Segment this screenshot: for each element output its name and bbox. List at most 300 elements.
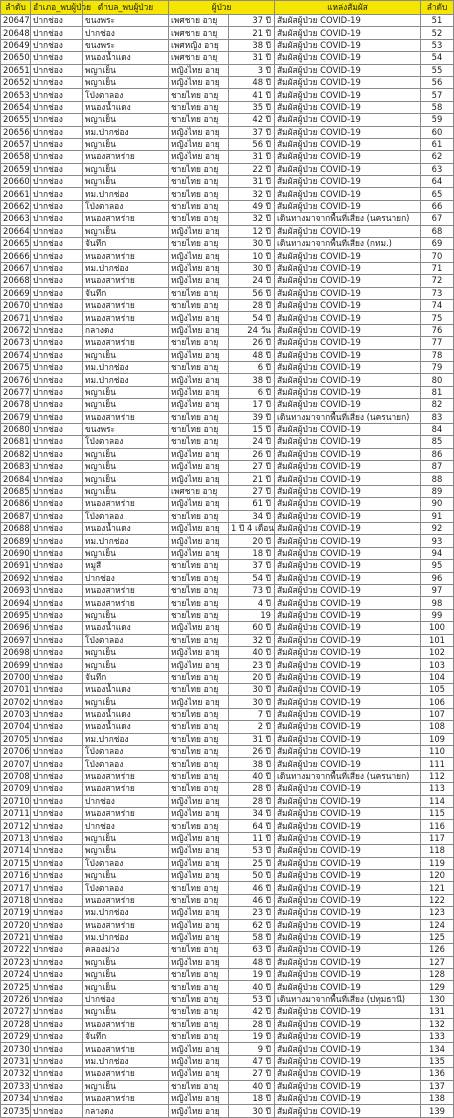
cell-subdistrict: พญาเย็น — [83, 64, 169, 76]
cell-order: 84 — [421, 423, 454, 435]
cell-order: 72 — [421, 275, 454, 287]
cell-source: สัมผัสผู้ป่วย COVID-19 — [275, 820, 421, 832]
table-row — [1, 659, 454, 671]
cell-subdistrict: ขนงพระ — [83, 39, 169, 51]
table-row — [1, 733, 454, 745]
cell-id: 20730 — [1, 1043, 31, 1055]
cell-district: ปากช่อง — [31, 646, 83, 658]
cell-order: 77 — [421, 337, 454, 349]
table-row — [1, 708, 454, 720]
cell-id: 20715 — [1, 857, 31, 869]
cell-age: 12 ปี — [229, 225, 275, 237]
cell-age: 64 ปี — [229, 820, 275, 832]
cell-id: 20710 — [1, 795, 31, 807]
cell-district: ปากช่อง — [31, 411, 83, 423]
cell-subdistrict: พญาเย็น — [83, 981, 169, 993]
cell-age: 23 ปี — [229, 907, 275, 919]
cell-age: 48 ปี — [229, 956, 275, 968]
header-row — [1, 1, 454, 15]
table-row — [1, 1043, 454, 1055]
cell-subdistrict: หนองสาหร่าย — [83, 1092, 169, 1104]
cell-source: เดินทางมาจากพื้นที่เสี่ยง (นครนายก) — [275, 770, 421, 782]
cell-order: 90 — [421, 498, 454, 510]
cell-order: 83 — [421, 411, 454, 423]
cell-subdistrict: ทม.ปากช่อง — [83, 374, 169, 386]
cell-age: 40 ปี — [229, 770, 275, 782]
header-order: ลำดับ — [421, 1, 454, 15]
cell-id: 20669 — [1, 287, 31, 299]
table-row — [1, 213, 454, 225]
cell-district: ปากช่อง — [31, 114, 83, 126]
cell-age: 27 ปี — [229, 485, 275, 497]
cell-subdistrict: หนองน้ำแดง — [83, 52, 169, 64]
cell-age: 28 ปี — [229, 783, 275, 795]
cell-age: 10 ปี — [229, 250, 275, 262]
cell-source: สัมผัสผู้ป่วย COVID-19 — [275, 981, 421, 993]
cell-source: สัมผัสผู้ป่วย COVID-19 — [275, 89, 421, 101]
cell-order: 69 — [421, 238, 454, 250]
cell-subdistrict: พญาเย็น — [83, 76, 169, 88]
cell-subdistrict: จันทึก — [83, 671, 169, 683]
table-row — [1, 758, 454, 770]
cell-id: 20696 — [1, 622, 31, 634]
table-row — [1, 869, 454, 881]
cell-id: 20718 — [1, 894, 31, 906]
cell-age: 27 ปี — [229, 461, 275, 473]
cell-order: 57 — [421, 89, 454, 101]
cell-order: 53 — [421, 39, 454, 51]
cell-source: สัมผัสผู้ป่วย COVID-19 — [275, 39, 421, 51]
cell-age: 40 ปี — [229, 1080, 275, 1092]
cell-age: 6 ปี — [229, 361, 275, 373]
table-row — [1, 572, 454, 584]
cell-subdistrict: พญาเย็น — [83, 1080, 169, 1092]
cell-id: 20712 — [1, 820, 31, 832]
table-row — [1, 1055, 454, 1067]
cell-district: ปากช่อง — [31, 894, 83, 906]
cell-age: 53 ปี — [229, 993, 275, 1005]
cell-district: ปากช่อง — [31, 349, 83, 361]
cell-source: สัมผัสผู้ป่วย COVID-19 — [275, 361, 421, 373]
cell-source: สัมผัสผู้ป่วย COVID-19 — [275, 572, 421, 584]
cell-age: 37 ปี — [229, 15, 275, 27]
cell-district: ปากช่อง — [31, 770, 83, 782]
cell-district: ปากช่อง — [31, 931, 83, 943]
cell-sex: หญิงไทย อายุ — [169, 151, 229, 163]
cell-id: 20700 — [1, 671, 31, 683]
cell-district: ปากช่อง — [31, 820, 83, 832]
table-row — [1, 52, 454, 64]
cell-district: ปากช่อง — [31, 708, 83, 720]
cell-district: ปากช่อง — [31, 1055, 83, 1067]
cell-age: 26 ปี — [229, 746, 275, 758]
cell-source: สัมผัสผู้ป่วย COVID-19 — [275, 15, 421, 27]
cell-subdistrict: พญาเย็น — [83, 349, 169, 361]
cell-subdistrict: โป่งตาลอง — [83, 436, 169, 448]
table-row — [1, 225, 454, 237]
cell-subdistrict: พญาเย็น — [83, 609, 169, 621]
cell-sex: ชายไทย อายุ — [169, 163, 229, 175]
cell-age: 60 ปี — [229, 622, 275, 634]
cell-age: 31 ปี — [229, 151, 275, 163]
cell-subdistrict: หนองสาหร่าย — [83, 919, 169, 931]
cell-source: เดินทางมาจากพื้นที่เสี่ยง (ปทุมธานี) — [275, 993, 421, 1005]
cell-age: 21 ปี — [229, 473, 275, 485]
cell-district: ปากช่อง — [31, 176, 83, 188]
cell-source: สัมผัสผู้ป่วย COVID-19 — [275, 262, 421, 274]
cell-source: สัมผัสผู้ป่วย COVID-19 — [275, 399, 421, 411]
table-row — [1, 399, 454, 411]
table-row — [1, 919, 454, 931]
cell-subdistrict: โป่งตาลอง — [83, 882, 169, 894]
cell-sex: ชายไทย อายุ — [169, 114, 229, 126]
cell-sex: ชายไทย อายุ — [169, 783, 229, 795]
cell-age: 38 ปี — [229, 374, 275, 386]
table-row — [1, 894, 454, 906]
table-row — [1, 770, 454, 782]
cell-order: 106 — [421, 696, 454, 708]
table-row — [1, 1031, 454, 1043]
cell-district: ปากช่อง — [31, 461, 83, 473]
table-row — [1, 646, 454, 658]
cell-district: ปากช่อง — [31, 1006, 83, 1018]
cell-id: 20733 — [1, 1080, 31, 1092]
cell-sex: ชายไทย อายุ — [169, 1018, 229, 1030]
cell-id: 20672 — [1, 324, 31, 336]
cell-district: ปากช่อง — [31, 361, 83, 373]
cell-order: 122 — [421, 894, 454, 906]
cell-source: สัมผัสผู้ป่วย COVID-19 — [275, 523, 421, 535]
cell-id: 20677 — [1, 386, 31, 398]
cell-id: 20661 — [1, 188, 31, 200]
cell-age: 18 ปี — [229, 547, 275, 559]
cell-district: ปากช่อง — [31, 869, 83, 881]
cell-id: 20678 — [1, 399, 31, 411]
cell-id: 20679 — [1, 411, 31, 423]
cell-age: 15 ปี — [229, 423, 275, 435]
cell-subdistrict: หนองน้ำแดง — [83, 684, 169, 696]
header-source: แหล่งสัมผัส — [275, 1, 421, 15]
cell-age: 37 ปี — [229, 126, 275, 138]
cell-id: 20686 — [1, 498, 31, 510]
cell-sex: ชายไทย อายุ — [169, 188, 229, 200]
cell-order: 59 — [421, 114, 454, 126]
table-row — [1, 622, 454, 634]
cell-order: 133 — [421, 1031, 454, 1043]
cell-id: 20695 — [1, 609, 31, 621]
cell-id: 20656 — [1, 126, 31, 138]
cell-age: 54 ปี — [229, 312, 275, 324]
cell-age: 50 ปี — [229, 869, 275, 881]
cell-sex: ชายไทย อายุ — [169, 721, 229, 733]
table-row — [1, 15, 454, 27]
cell-district: ปากช่อง — [31, 225, 83, 237]
cell-district: ปากช่อง — [31, 907, 83, 919]
cell-sex: ชายไทย อายุ — [169, 969, 229, 981]
cell-sex: เพศชาย อายุ — [169, 27, 229, 39]
cell-id: 20668 — [1, 275, 31, 287]
cell-district: ปากช่อง — [31, 597, 83, 609]
cell-district: ปากช่อง — [31, 1105, 83, 1117]
cell-subdistrict: พญาเย็น — [83, 547, 169, 559]
cell-subdistrict: ทม.ปากช่อง — [83, 931, 169, 943]
cell-age: 48 ปี — [229, 76, 275, 88]
cell-source: สัมผัสผู้ป่วย COVID-19 — [275, 498, 421, 510]
cell-source: สัมผัสผู้ป่วย COVID-19 — [275, 374, 421, 386]
cell-age: 38 ปี — [229, 758, 275, 770]
cell-source: สัมผัสผู้ป่วย COVID-19 — [275, 721, 421, 733]
cell-id: 20705 — [1, 733, 31, 745]
cell-sex: เพศชาย อายุ — [169, 485, 229, 497]
cell-sex: หญิงไทย อายุ — [169, 795, 229, 807]
table-row — [1, 337, 454, 349]
cell-source: สัมผัสผู้ป่วย COVID-19 — [275, 299, 421, 311]
table-row — [1, 27, 454, 39]
table-row — [1, 746, 454, 758]
cell-source: สัมผัสผู้ป่วย COVID-19 — [275, 1006, 421, 1018]
cell-subdistrict: หนองสาหร่าย — [83, 584, 169, 596]
cell-id: 20716 — [1, 869, 31, 881]
cell-subdistrict: ทม.ปากช่อง — [83, 907, 169, 919]
cell-age: 28 ปี — [229, 795, 275, 807]
cell-sex: ชายไทย อายุ — [169, 684, 229, 696]
cell-district: ปากช่อง — [31, 52, 83, 64]
cell-source: สัมผัสผู้ป่วย COVID-19 — [275, 646, 421, 658]
cell-source: สัมผัสผู้ป่วย COVID-19 — [275, 684, 421, 696]
cell-subdistrict: โป่งตาลอง — [83, 758, 169, 770]
cell-district: ปากช่อง — [31, 560, 83, 572]
cell-age: 63 ปี — [229, 944, 275, 956]
cell-subdistrict: ทม.ปากช่อง — [83, 126, 169, 138]
cell-district: ปากช่อง — [31, 188, 83, 200]
cell-source: สัมผัสผู้ป่วย COVID-19 — [275, 547, 421, 559]
cell-age: 23 ปี — [229, 659, 275, 671]
cell-age: 37 ปี — [229, 560, 275, 572]
cell-order: 71 — [421, 262, 454, 274]
cell-sex: หญิงไทย อายุ — [169, 931, 229, 943]
cell-district: ปากช่อง — [31, 15, 83, 27]
cell-order: 58 — [421, 101, 454, 113]
table-row — [1, 39, 454, 51]
cell-district: ปากช่อง — [31, 126, 83, 138]
cell-id: 20693 — [1, 584, 31, 596]
cell-order: 126 — [421, 944, 454, 956]
cell-source: สัมผัสผู้ป่วย COVID-19 — [275, 448, 421, 460]
table-row — [1, 312, 454, 324]
cell-id: 20675 — [1, 361, 31, 373]
cell-source: สัมผัสผู้ป่วย COVID-19 — [275, 956, 421, 968]
cell-sex: ชายไทย อายุ — [169, 894, 229, 906]
cell-age: 42 ปี — [229, 1006, 275, 1018]
cell-id: 20649 — [1, 39, 31, 51]
cell-district: ปากช่อง — [31, 1031, 83, 1043]
cell-source: สัมผัสผู้ป่วย COVID-19 — [275, 1031, 421, 1043]
table-row — [1, 820, 454, 832]
cell-age: 31 ปี — [229, 176, 275, 188]
cell-source: สัมผัสผู้ป่วย COVID-19 — [275, 907, 421, 919]
cell-district: ปากช่อง — [31, 101, 83, 113]
cell-district: ปากช่อง — [31, 27, 83, 39]
cell-subdistrict: โป่งตาลอง — [83, 89, 169, 101]
cell-subdistrict: หนองสาหร่าย — [83, 498, 169, 510]
cell-sex: ชายไทย อายุ — [169, 820, 229, 832]
cell-subdistrict: หนองสาหร่าย — [83, 1043, 169, 1055]
cell-order: 136 — [421, 1068, 454, 1080]
cell-subdistrict: จันทึก — [83, 238, 169, 250]
cell-sex: เพศหญิง อายุ — [169, 39, 229, 51]
table-row — [1, 299, 454, 311]
cell-age: 3 ปี — [229, 64, 275, 76]
cell-district: ปากช่อง — [31, 845, 83, 857]
cell-district: ปากช่อง — [31, 733, 83, 745]
table-row — [1, 324, 454, 336]
cell-order: 78 — [421, 349, 454, 361]
cell-source: สัมผัสผู้ป่วย COVID-19 — [275, 634, 421, 646]
cell-id: 20698 — [1, 646, 31, 658]
cell-order: 82 — [421, 399, 454, 411]
cell-id: 20659 — [1, 163, 31, 175]
cell-sex: ชายไทย อายุ — [169, 1031, 229, 1043]
cell-order: 112 — [421, 770, 454, 782]
cell-order: 68 — [421, 225, 454, 237]
table-row — [1, 671, 454, 683]
cell-order: 64 — [421, 176, 454, 188]
cell-sex: หญิงไทย อายุ — [169, 461, 229, 473]
cell-id: 20704 — [1, 721, 31, 733]
cell-id: 20707 — [1, 758, 31, 770]
cell-order: 127 — [421, 956, 454, 968]
table-row — [1, 783, 454, 795]
cell-id: 20692 — [1, 572, 31, 584]
cell-id: 20683 — [1, 461, 31, 473]
cell-district: ปากช่อง — [31, 684, 83, 696]
cell-district: ปากช่อง — [31, 250, 83, 262]
cell-sex: ชายไทย อายุ — [169, 411, 229, 423]
table-row — [1, 845, 454, 857]
cell-sex: หญิงไทย อายุ — [169, 399, 229, 411]
cell-sex: หญิงไทย อายุ — [169, 275, 229, 287]
cell-id: 20681 — [1, 436, 31, 448]
cell-order: 113 — [421, 783, 454, 795]
cell-id: 20650 — [1, 52, 31, 64]
cell-age: 40 ปี — [229, 981, 275, 993]
cell-source: สัมผัสผู้ป่วย COVID-19 — [275, 349, 421, 361]
cell-subdistrict: หนองสาหร่าย — [83, 597, 169, 609]
cell-id: 20667 — [1, 262, 31, 274]
cell-order: 96 — [421, 572, 454, 584]
cell-district: ปากช่อง — [31, 783, 83, 795]
cell-age: 6 ปี — [229, 386, 275, 398]
table-row — [1, 275, 454, 287]
cell-age: 21 ปี — [229, 27, 275, 39]
cell-source: สัมผัสผู้ป่วย COVID-19 — [275, 250, 421, 262]
cell-order: 67 — [421, 213, 454, 225]
cell-source: สัมผัสผู้ป่วย COVID-19 — [275, 225, 421, 237]
cell-age: 31 ปี — [229, 52, 275, 64]
header-id: ลำดับ — [1, 1, 31, 15]
cell-subdistrict: หนองสาหร่าย — [83, 213, 169, 225]
cell-order: 73 — [421, 287, 454, 299]
cell-subdistrict: หนองสาหร่าย — [83, 151, 169, 163]
header-district: อำเภอ_พบผู้ป่วย — [31, 1, 83, 15]
cell-source: สัมผัสผู้ป่วย COVID-19 — [275, 758, 421, 770]
table-row — [1, 498, 454, 510]
table-row — [1, 238, 454, 250]
cell-id: 20731 — [1, 1055, 31, 1067]
cell-age: 2 ปี — [229, 721, 275, 733]
cell-id: 20732 — [1, 1068, 31, 1080]
cell-age: 17 ปี — [229, 399, 275, 411]
cell-source: สัมผัสผู้ป่วย COVID-19 — [275, 584, 421, 596]
cell-district: ปากช่อง — [31, 758, 83, 770]
cell-sex: ชายไทย อายุ — [169, 423, 229, 435]
cell-district: ปากช่อง — [31, 151, 83, 163]
cell-subdistrict: ปากช่อง — [83, 993, 169, 1005]
cell-sex: ชายไทย อายุ — [169, 101, 229, 113]
cell-source: สัมผัสผู้ป่วย COVID-19 — [275, 473, 421, 485]
table-row — [1, 101, 454, 113]
cell-age: 73 ปี — [229, 584, 275, 596]
cell-sex: หญิงไทย อายุ — [169, 498, 229, 510]
cell-subdistrict: ขนงพระ — [83, 15, 169, 27]
cell-subdistrict: ทม.ปากช่อง — [83, 1055, 169, 1067]
cell-source: สัมผัสผู้ป่วย COVID-19 — [275, 882, 421, 894]
cell-sex: หญิงไทย อายุ — [169, 696, 229, 708]
cell-age: 39 ปี — [229, 411, 275, 423]
cell-sex: หญิงไทย อายุ — [169, 869, 229, 881]
cell-district: ปากช่อง — [31, 498, 83, 510]
cell-source: สัมผัสผู้ป่วย COVID-19 — [275, 200, 421, 212]
cell-sex: ชายไทย อายุ — [169, 176, 229, 188]
cell-order: 75 — [421, 312, 454, 324]
cell-order: 107 — [421, 708, 454, 720]
cell-age: 61 ปี — [229, 498, 275, 510]
cell-sex: ชายไทย อายุ — [169, 213, 229, 225]
cell-district: ปากช่อง — [31, 746, 83, 758]
cell-source: สัมผัสผู้ป่วย COVID-19 — [275, 746, 421, 758]
cell-district: ปากช่อง — [31, 163, 83, 175]
cell-subdistrict: หนองสาหร่าย — [83, 1018, 169, 1030]
cell-age: 30 ปี — [229, 238, 275, 250]
cell-source: สัมผัสผู้ป่วย COVID-19 — [275, 671, 421, 683]
cell-subdistrict: ทม.ปากช่อง — [83, 535, 169, 547]
cell-sex: หญิงไทย อายุ — [169, 1068, 229, 1080]
cell-subdistrict: ขนงพระ — [83, 423, 169, 435]
table-row — [1, 76, 454, 88]
cell-order: 100 — [421, 622, 454, 634]
cell-district: ปากช่อง — [31, 609, 83, 621]
cell-source: สัมผัสผู้ป่วย COVID-19 — [275, 386, 421, 398]
cell-sex: หญิงไทย อายุ — [169, 956, 229, 968]
table-row — [1, 176, 454, 188]
cell-subdistrict: หนองสาหร่าย — [83, 808, 169, 820]
cell-source: สัมผัสผู้ป่วย COVID-19 — [275, 510, 421, 522]
cell-age: 1 ปี 4 เดือน — [229, 523, 275, 535]
cell-source: สัมผัสผู้ป่วย COVID-19 — [275, 894, 421, 906]
cell-id: 20676 — [1, 374, 31, 386]
cell-source: สัมผัสผู้ป่วย COVID-19 — [275, 64, 421, 76]
cell-district: ปากช่อง — [31, 956, 83, 968]
cell-source: สัมผัสผู้ป่วย COVID-19 — [275, 337, 421, 349]
cell-order: 101 — [421, 634, 454, 646]
cell-sex: หญิงไทย อายุ — [169, 845, 229, 857]
cell-district: ปากช่อง — [31, 659, 83, 671]
cell-source: สัมผัสผู้ป่วย COVID-19 — [275, 845, 421, 857]
cell-id: 20689 — [1, 535, 31, 547]
cell-order: 88 — [421, 473, 454, 485]
cell-id: 20706 — [1, 746, 31, 758]
cell-source: สัมผัสผู้ป่วย COVID-19 — [275, 944, 421, 956]
